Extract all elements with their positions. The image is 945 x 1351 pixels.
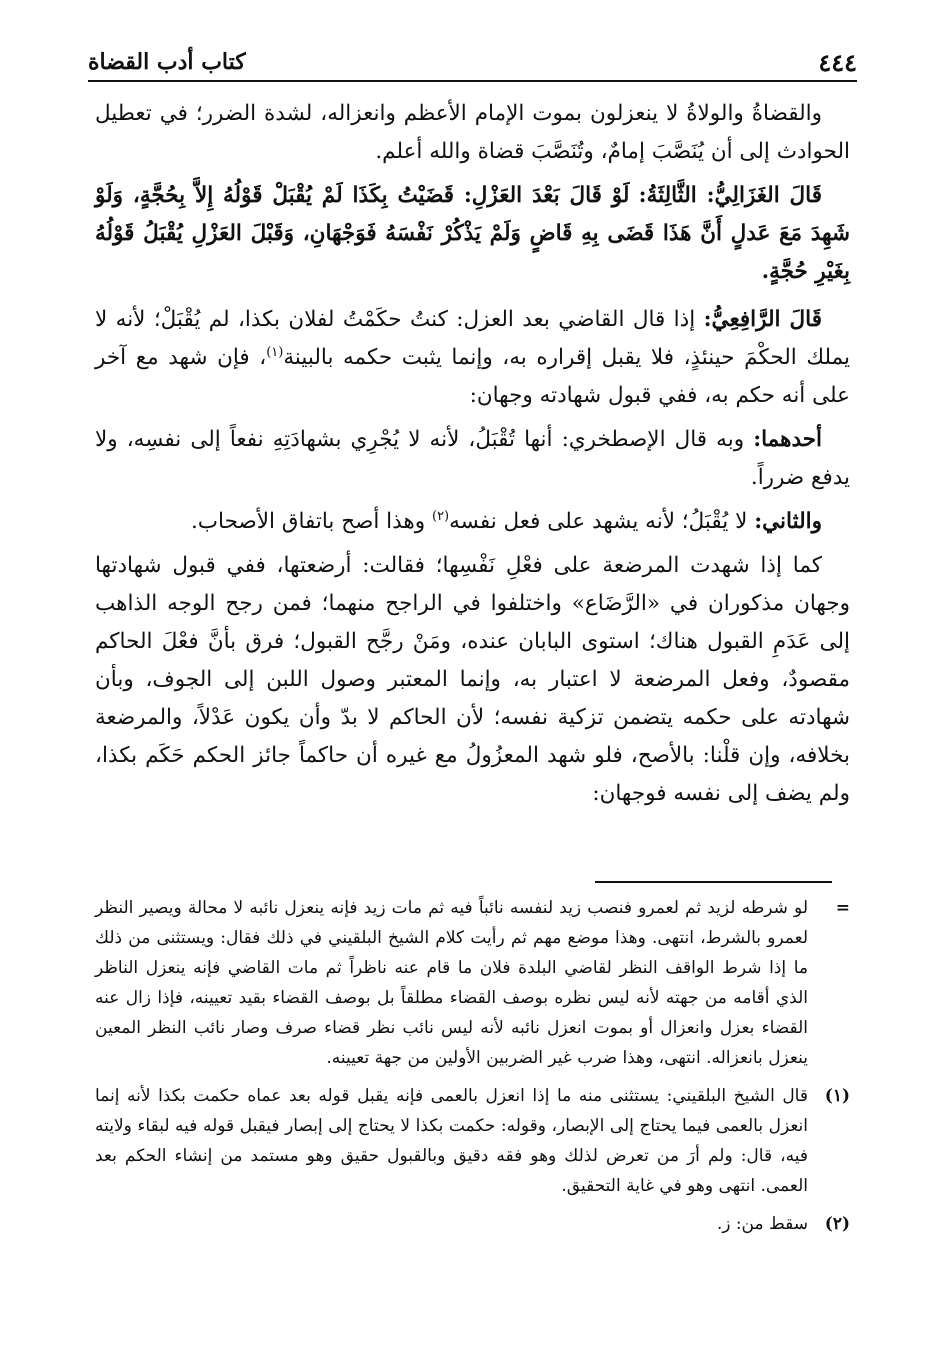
first-view-lead: أحدهما:	[753, 427, 822, 452]
paragraph-rafii	[95, 301, 850, 415]
footnote-text: قال الشيخ البلقيني: يستثنى منه ما إذا انعزل بالعمى فإنه يقبل قوله بعد عماه حكمت بكذا لأنه إنما انعزل بالعمى فيما يحتاج إلى الإبصار، وقوله: حكمت بكذا لا يحتاج إلى إبصار فيقبل قوله فيه لبقاء ولايته فيه، قال: ولم أرَ من تعرض لذلك وهو فقه دقيق وبالقبول حقيق وهو مستمد من إنشاء الحكم بعد العمى. انتهى وهو في غاية التحقيق.	[95, 1086, 808, 1196]
header-rule	[88, 80, 857, 82]
second-view-lead: والثاني:	[754, 509, 822, 534]
running-header	[88, 44, 857, 80]
footnote-mark: =	[835, 898, 850, 918]
footnote-2	[95, 1209, 850, 1239]
footnote-ref-2[interactable]: (٢)	[431, 508, 450, 524]
footnote-continued	[95, 893, 850, 1073]
footnote-mark: (١)	[824, 1086, 850, 1106]
footnote-text: لو شرطه لزيد ثم لعمرو فنصب زيد لنفسه نائباً فيه ثم مات زيد فإنه ينعزل نائبه لا محالة ويصير النظر لعمرو بالشرط، انتهى. وهذا موضع مهم ثم رأيت كلام الشيخ البلقيني في ذلك فقال: ويستثنى من ذلك ما إذا شرط الواقف النظر لقاضي البلدة فلان ما قام عنه ناظراً ثم مات القاضي فإنه ينعزل الناظر الذي أقامه من جهته لأنه ليس نظره بوصف القضاء مطلقاً بل بوصف القضاء بقيد تعيينه، فإذا زال عنه القضاء بعزل وانعزال أو بموت انعزل نائبه لأنه ليس نائب نظر قضاء صرف وصار نائب النظر المعين ينعزل بانعزاله. انتهى، وهذا ضرب غير الضربين الأولين من جهة تعيينه.	[95, 898, 809, 1068]
footnote-1	[95, 1081, 850, 1201]
footnote-text: سقط من: ز.	[716, 1214, 808, 1234]
rafii-lead: قَالَ الرَّافِعِيُّ:	[703, 307, 822, 332]
paragraph-1: والقضاةُ والولاةُ لا ينعزلون بموت الإمام الأعظم وانعزاله، لشدة الضرر؛ في تعطيل الحوادث إلى أن يُنَصَّبَ إمامٌ، وتُنَصَّبَ قضاة والله أعلم.	[95, 101, 850, 164]
footnote-separator	[595, 881, 832, 883]
footnote-ref-1[interactable]: (١)	[266, 344, 284, 360]
page-number: ٤٤٤	[818, 47, 857, 77]
footnotes	[95, 893, 850, 1247]
second-view-text-a: لا يُقْبَلُ؛ لأنه يشهد على فعل نفسه	[449, 509, 748, 534]
rafii-text-a: إذا قال القاضي بعد العزل: كنتُ حكَمْتُ لفلان بكذا، لم يُقْبَلْ؛ لأنه لا يملك الحكْمَ حينئذٍ، فلا يقبل إقراره به، وإنما يثبت حكمه بالبينة	[95, 307, 850, 370]
ghazali-lead: قَالَ الغَزَالِيُّ: الثَّالِثَةُ:	[638, 183, 823, 208]
rafii-text-b: ، فإن شهد مع آخر على أنه حكم به، ففي قبول شهادته وجهان:	[95, 345, 850, 408]
main-text	[95, 95, 850, 823]
second-view-text-b: وهذا أصح باتفاق الأصحاب.	[190, 509, 432, 534]
ghazali-text: لَوْ قَالَ بَعْدَ العَزْلِ: قَضَيْتُ بِكَذَا لَمْ يُقْبَلْ قَوْلُهُ إِلاَّ بِحُجَّةٍ، وَلَوْ شَهِدَ مَعَ عَدلٍ أَنَّ هَذَا قَضَى بِهِ قَاضٍ وَلَمْ يَذْكُرْ نَفْسَهُ فَوَجْهَانِ، وَقَبْلَ العَزْلِ يُقْبَلُ قَوْلُهُ بِغَيْرِ حُجَّةٍ.	[95, 183, 850, 284]
paragraph-second-view	[95, 503, 850, 541]
paragraph-ghazali	[95, 177, 850, 291]
paragraph-first-view	[95, 421, 850, 497]
first-view-text: وبه قال الإصطخري: أنها تُقْبَلُ، لأنه لا يُجْرِي بشهادَتِهِ نفعاً إلى نفسِه، ولا يدفع ضرراً.	[95, 427, 850, 490]
footnote-mark: (٢)	[824, 1214, 850, 1234]
book-title: كتاب أدب القضاة	[88, 49, 246, 75]
paragraph-wet-nurse: كما إذا شهدت المرضعة على فعْلِ نَفْسِها؛ فقالت: أرضعتها، ففي قبول شهادتها وجهان مذكوران في «الرَّضَاع» واختلفوا في الراجح منهما؛ فمن رجح الوجه الذاهب إلى عَدَمِ القبول هناك؛ استوى البابان عنده، ومَنْ رجَّح القبول؛ فرق بأنَّ فعْلَ الحاكم مقصودٌ، وفعل المرضعة لا اعتبار به، وإنما المعتبر وصول اللبن إلى الجوف، وبأن شهادته على حكمه يتضمن تزكية نفسه؛ لأن الحاكم لا بدّ وأن يكون عَدْلاً، والمرضعة بخلافه، وإن قلْنا: بالأصح، فلو شهد المعزُولُ مع غيره أن حاكماً جائز الحكم حَكَم بكذا، ولم يضف إلى نفسه فوجهان:	[95, 553, 850, 806]
